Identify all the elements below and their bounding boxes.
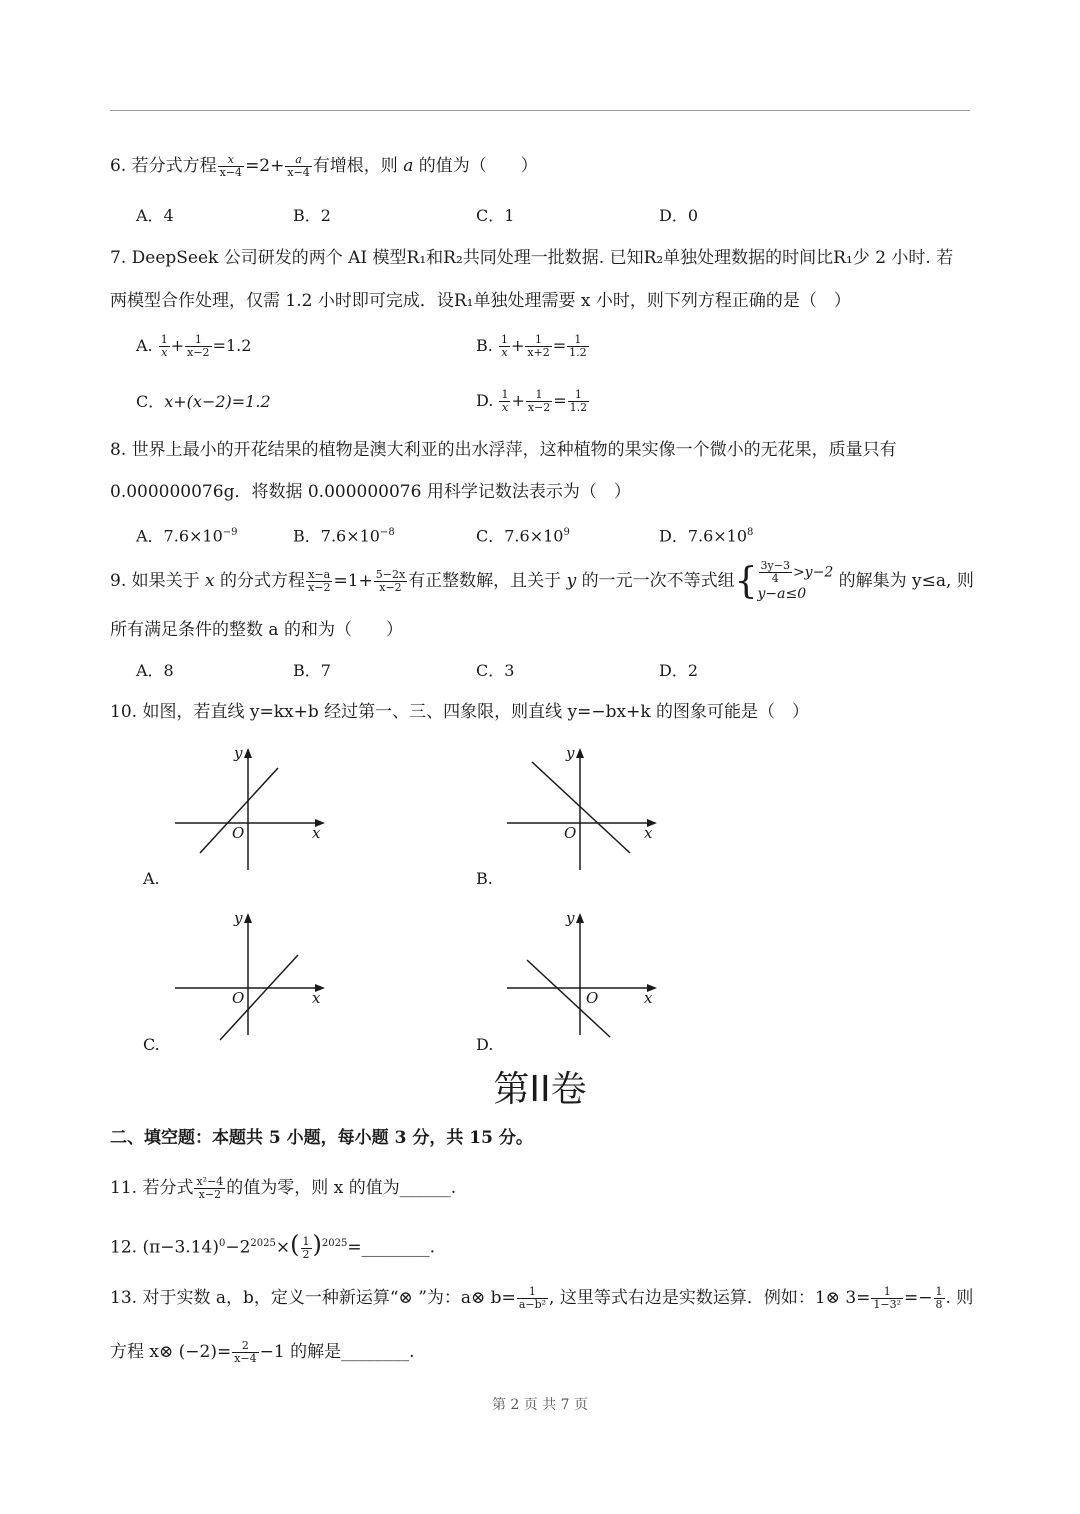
svg-text:y: y <box>234 744 243 762</box>
page-footer: 第 2 页 共 7 页 <box>491 1397 589 1413</box>
inequality-system: $\frac{3y-3}{4}$ >y−2 y−a≤0 <box>757 559 834 602</box>
graph-a <box>170 740 340 880</box>
part-title: 第II卷 <box>493 1069 587 1110</box>
svg-text:O: O <box>564 824 577 842</box>
svg-text:y: y <box>566 744 575 762</box>
q6-option-c: C．1 <box>476 206 515 225</box>
question-10: 10. 如图，若直线 y=kx+b 经过第一、三、四象限，则直线 y=−bx+k 的图象可能是（ ） <box>110 702 810 722</box>
question-12: 12. $(\pi-3.14)^0-2^{2025}\times$( $\frac{1}{2}$ )$^{2025}$=________. <box>110 1230 435 1261</box>
question-13-line-2: 方程 x⊗ (−2)= $\frac{2}{x-4}$ −1 的解是________. <box>110 1339 415 1365</box>
section-heading: 二、填空题：本题共 5 小题，每小题 3 分，共 15 分。 <box>110 1128 533 1148</box>
graph-d <box>502 905 672 1045</box>
graph-c-label: C. <box>143 1035 160 1054</box>
q9-option-b: B．7 <box>293 661 331 680</box>
header-rule <box>110 110 970 111</box>
graph-b <box>502 740 672 880</box>
q8-option-c: C．$7.6\times 10^9$ <box>476 526 570 546</box>
question-8-line-1: 8. 世界上最小的开花结果的植物是澳大利亚的出水浮萍，这种植物的果实像一个微小的无花果，质量只有 <box>110 440 897 460</box>
q9-option-c: C．3 <box>476 661 515 680</box>
graph-b-label: B. <box>476 869 493 888</box>
svg-text:x: x <box>312 824 321 842</box>
q8-option-b: B．$7.6\times 10^{-8}$ <box>293 526 395 546</box>
question-9-line-1: 9. 如果关于 x 的分式方程 $\frac{x-a}{x-2}$ =1+ $\frac{5-2x}{x-2}$ 有正整数解，且关于 y 的一元一次不等式组{ $\frac{3y-3}{4}$ >y−2 y−a≤0 的解集为 y≤a, 则 <box>110 559 974 602</box>
fraction: $\frac{x}{x-4}$ <box>219 153 243 179</box>
q6-option-b: B．2 <box>293 206 331 225</box>
question-7-line-2: 两模型合作处理，仅需 1.2 小时即可完成．设R₁单独处理需要 x 小时，则下列方程正确的是（ ） <box>110 291 851 311</box>
q8-option-d: D．$7.6\times 10^8$ <box>659 526 754 546</box>
q7-option-b: B. $\frac{1}{x}$ + $\frac{1}{x+2}$ = $\frac{1}{1.2}$ <box>476 333 587 359</box>
svg-text:y: y <box>566 909 575 927</box>
svg-text:x: x <box>312 989 321 1007</box>
q9-option-a: A．8 <box>136 661 174 680</box>
fraction: $\frac{a}{x-4}$ <box>287 153 310 179</box>
svg-text:O: O <box>232 989 245 1007</box>
graph-d-label: D. <box>476 1035 494 1054</box>
graph-a-label: A. <box>143 869 160 888</box>
question-9-line-2: 所有满足条件的整数 a 的和为（ ） <box>110 620 403 640</box>
q6-option-a: A．4 <box>136 206 174 225</box>
q8-option-a: A．$7.6\times 10^{-9}$ <box>136 526 238 546</box>
question-7-line-1: 7. DeepSeek 公司研发的两个 AI 模型R₁和R₂共同处理一批数据. 已知R₂单独处理数据的时间比R₁少 2 小时. 若 <box>110 248 954 268</box>
q7-option-d: D. $\frac{1}{x}$ + $\frac{1}{x-2}$ = $\frac{1}{1.2}$ <box>476 388 588 414</box>
svg-text:O: O <box>586 989 599 1007</box>
q7-option-c: C．x+(x−2)=1.2 <box>136 392 271 411</box>
question-13-line-1: 13. 对于实数 a，b，定义一种新运算“⊗ ”为：a⊗ b= $\frac{1}{\text{a−b²}}$ , 这里等式右边是实数运算．例如：1⊗ 3= $\frac{1}{\text{1−3²}}$ =− $\frac{1}{8}$ . 则 <box>110 1285 974 1311</box>
svg-text:y: y <box>234 909 243 927</box>
svg-text:x: x <box>644 989 653 1007</box>
question-11: 11. 若分式 $\frac{\text{x²−4}}{x-2}$ 的值为零，则 x 的值为______. <box>110 1175 457 1201</box>
question-6: 6. 若分式方程 $\frac{x}{x-4}$ =2+ $\frac{a}{x-4}$ 有增根，则 a 的值为（ ） <box>110 153 538 179</box>
q6-option-d: D．0 <box>659 206 699 225</box>
svg-text:x: x <box>644 824 653 842</box>
graph-c <box>170 905 340 1045</box>
svg-text:O: O <box>232 824 245 842</box>
q9-option-d: D．2 <box>659 661 699 680</box>
question-8-line-2: 0.000000076g．将数据 0.000000076 用科学记数法表示为（ ） <box>110 482 631 502</box>
q7-option-a: A. $\frac{1}{x}$ + $\frac{1}{x-2}$ =1.2 <box>136 333 252 359</box>
